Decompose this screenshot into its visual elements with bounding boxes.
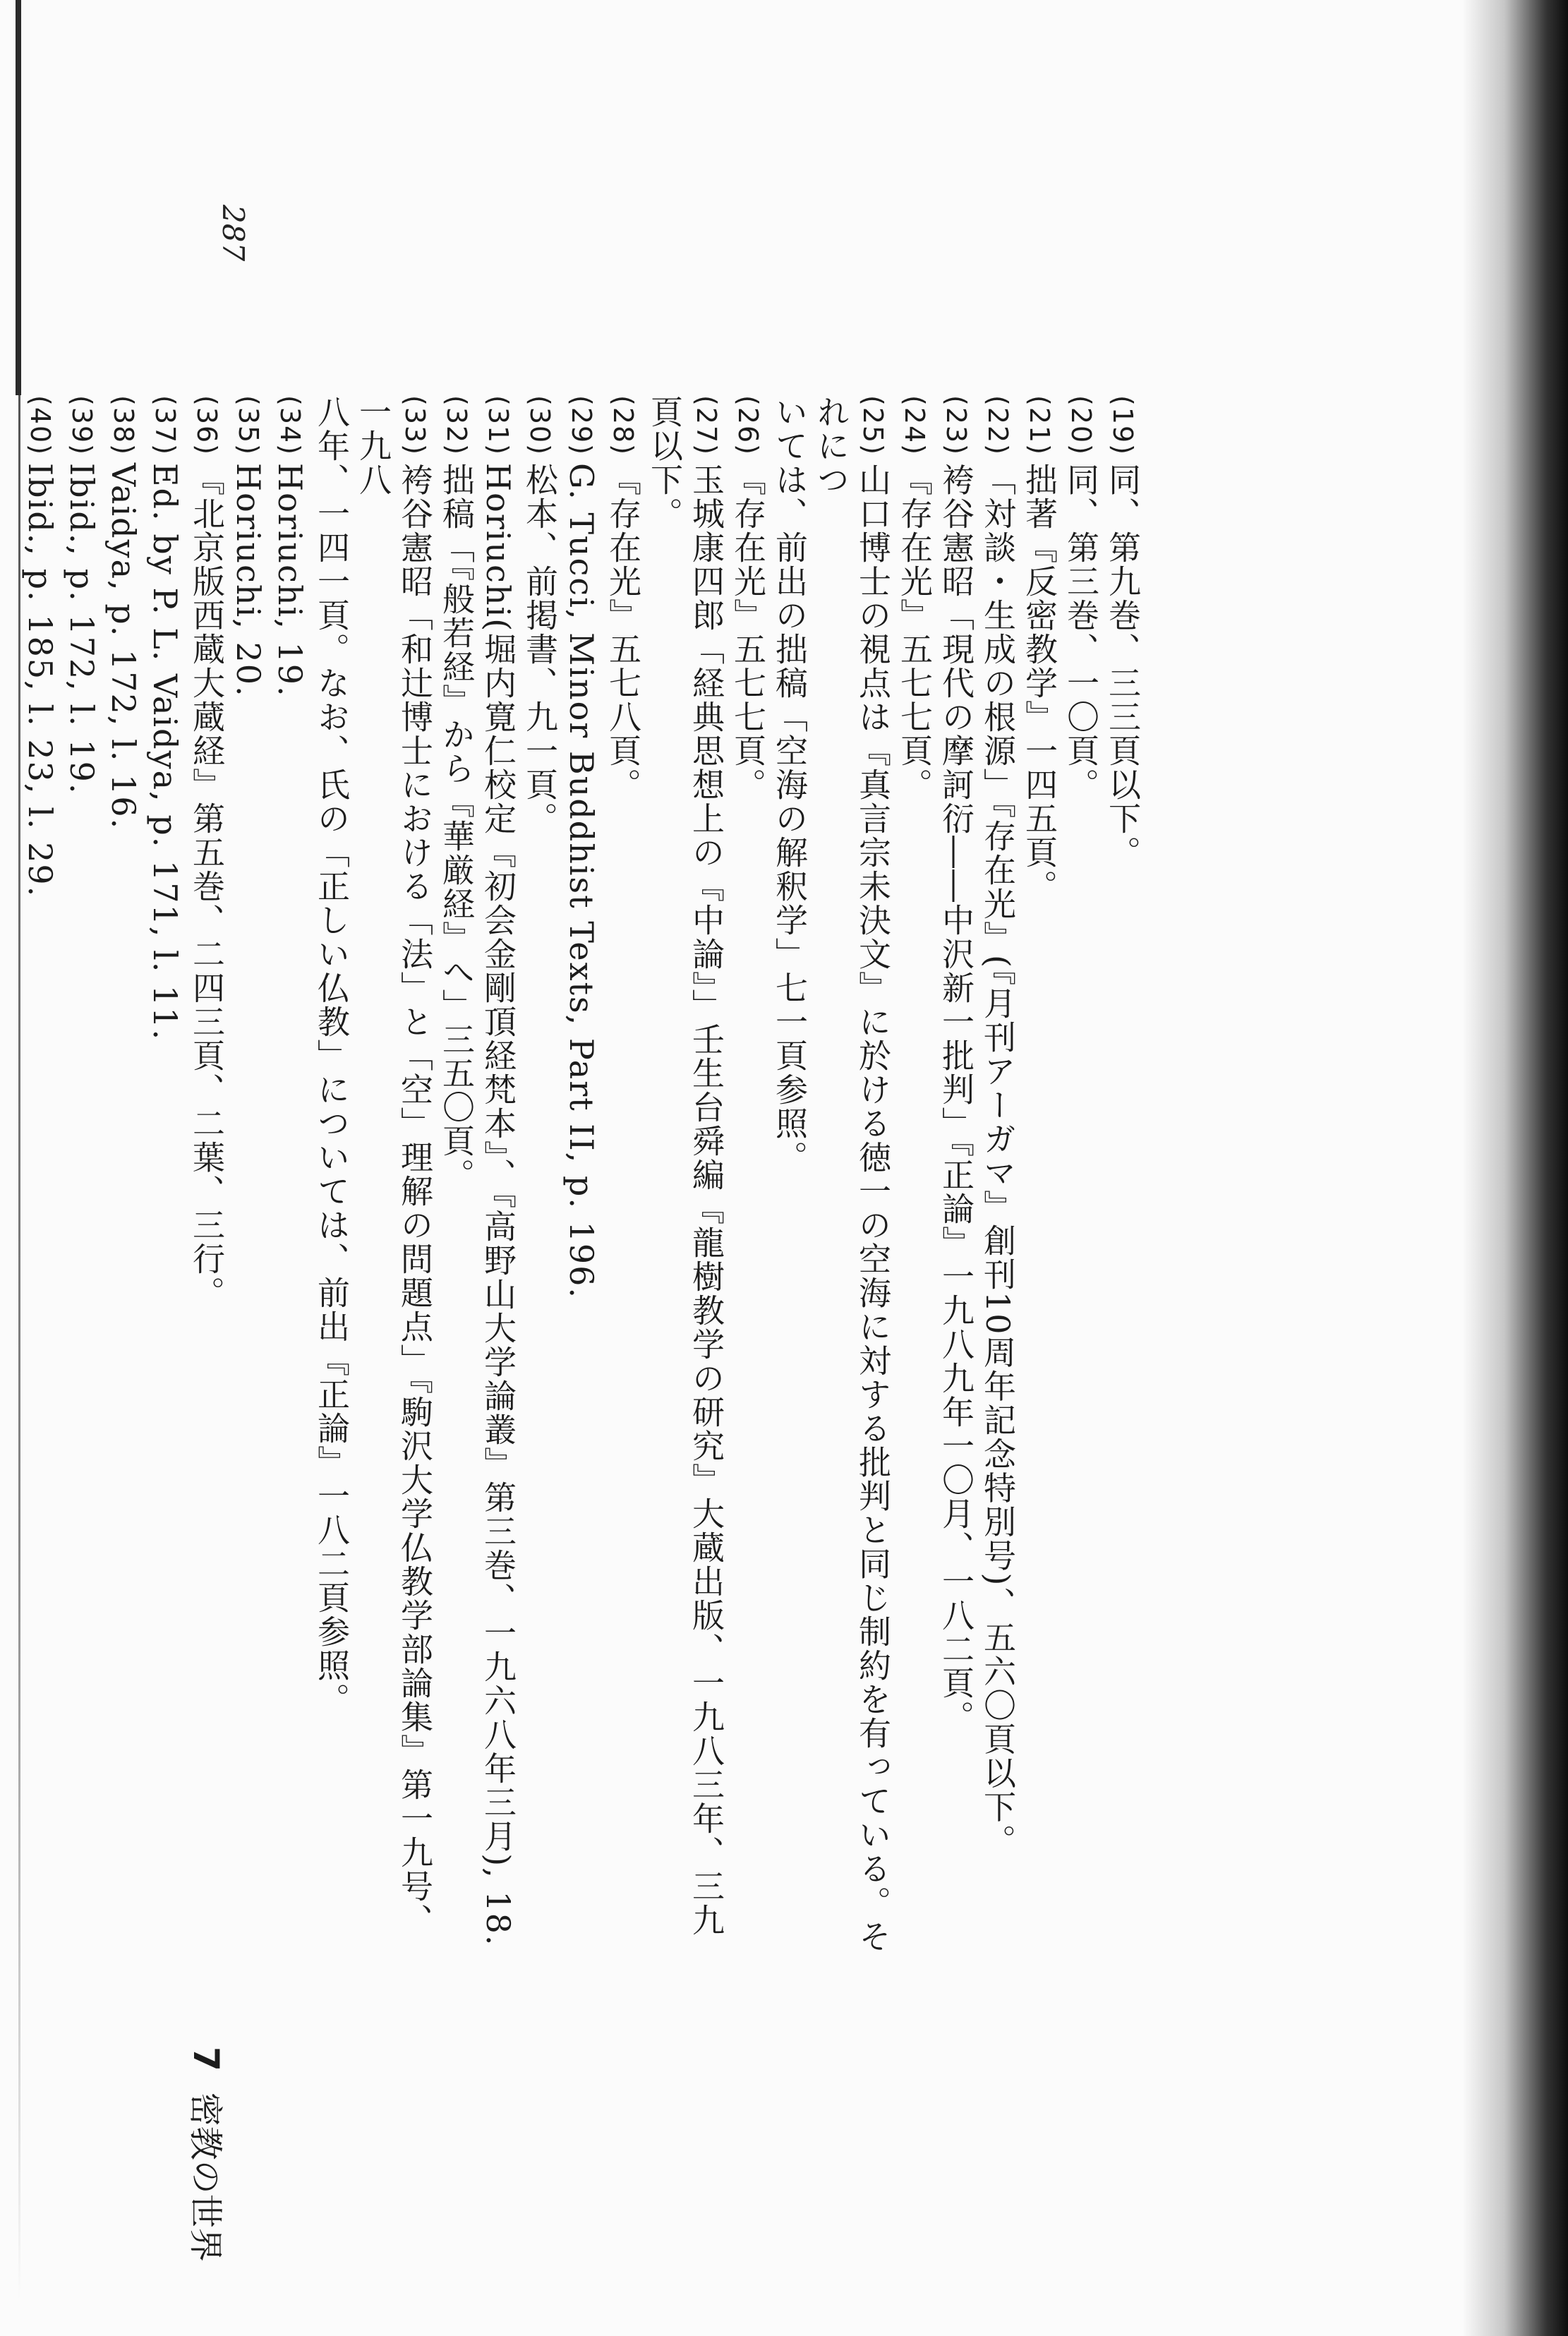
endnote-text: 「対談・生成の根源」『存在光』(『月刊アーガマ』創刊10周年記念特別号)、五六〇頁以下。 xyxy=(979,463,1017,1858)
endnote-text: Vaidya, p. 172, l. 16. xyxy=(104,463,143,831)
endnote xyxy=(19,395,61,1962)
endnote-number: (21) xyxy=(1024,395,1055,457)
endnote xyxy=(61,395,102,1962)
endnote-number: (32) xyxy=(441,395,472,457)
endnote-text: Horiuchi, 19. xyxy=(271,463,309,698)
endnote-text: 同、第三巻、一〇頁。 xyxy=(1062,463,1100,802)
scan-edge-left xyxy=(16,0,21,395)
endnote-text: 『北京版西蔵大蔵経』第五巻、二四三頁、二葉、三行。 xyxy=(188,463,226,1311)
running-footer xyxy=(184,2047,233,2262)
endnote xyxy=(935,395,977,1962)
chapter-number: 7 xyxy=(186,2047,227,2071)
endnote xyxy=(435,395,477,1962)
endnote-text: 山口博士の視点は『真言宗未決文』に於ける徳一の空海に対する批判と同じ制約を有っている。それにつ xyxy=(812,395,892,1954)
endnote-text: 『存在光』五七七頁。 xyxy=(729,463,767,802)
endnote-text: 袴谷憲昭「現代の摩訶衍――中沢新一批判」『正論』一九八九年一〇月、一八二頁。 xyxy=(937,463,975,1735)
endnote-continuation: いては、前出の拙稿「空海の解釈学」七一頁参照。 xyxy=(771,395,809,1174)
endnote xyxy=(227,395,269,1962)
endnotes-block xyxy=(21,395,1143,1962)
endnote-text: 『存在光』五七七頁。 xyxy=(895,463,934,802)
page-number: 287 xyxy=(216,205,251,262)
endnote-number: (23) xyxy=(941,395,972,457)
endnote-text: Ibid., p. 172, l. 19. xyxy=(63,463,101,795)
endnote-number: (25) xyxy=(857,395,888,457)
endnote-number: (35) xyxy=(233,395,264,457)
endnote-number: (39) xyxy=(66,395,97,457)
endnote-number: (38) xyxy=(108,395,139,457)
endnote xyxy=(352,395,435,1962)
chapter-title: 密教の世界 xyxy=(186,2092,225,2262)
endnote-text: 松本、前掲書、九一頁。 xyxy=(521,463,559,836)
endnote-text: G. Tucci, Minor Buddhist Texts, Part II, p. 196. xyxy=(562,463,601,1299)
endnote xyxy=(186,395,227,1962)
endnote xyxy=(560,395,602,1962)
endnote-number: (36) xyxy=(191,395,222,457)
endnote xyxy=(144,395,186,1962)
endnote xyxy=(977,395,1018,1962)
endnote-number: (28) xyxy=(608,395,639,457)
endnote xyxy=(727,395,768,1962)
endnote-number: (34) xyxy=(275,395,306,457)
endnote-text: Ibid., p. 185, l. 23, l. 29. xyxy=(21,463,59,898)
endnote xyxy=(519,395,560,1962)
endnote-text: Horiuchi(堀内寛仁校定『初会金剛頂経梵本』、『高野山大学論叢』第三巻、一九六八年三月), 18. xyxy=(479,463,517,1947)
endnote xyxy=(893,395,935,1962)
endnote-text: 拙著『反密教学』一四五頁。 xyxy=(1020,463,1059,904)
endnote xyxy=(269,395,310,1962)
endnote-text: 玉城康四郎「経典思想上の『中論』」壬生台舜編『龍樹教学の研究』大蔵出版、一九八三年、三九頁以下。 xyxy=(646,395,725,1938)
endnote xyxy=(602,395,644,1962)
endnote-text: Ed. by P. L. Vaidya, p. 171, l. 11. xyxy=(146,463,184,1042)
endnote xyxy=(1060,395,1102,1962)
endnote-number: (31) xyxy=(483,395,514,457)
endnote-number: (30) xyxy=(524,395,555,457)
endnote-number: (20) xyxy=(1066,395,1097,457)
endnotes-list xyxy=(21,395,1143,1962)
endnote-number: (40) xyxy=(25,395,56,457)
endnote-number: (33) xyxy=(399,395,430,457)
endnote-number: (24) xyxy=(899,395,930,457)
endnote-number: (27) xyxy=(691,395,722,457)
endnote-number: (37) xyxy=(150,395,181,457)
endnote-number: (22) xyxy=(982,395,1013,457)
endnote-text: Horiuchi, 20. xyxy=(229,463,267,698)
endnote xyxy=(477,395,519,1962)
endnote-number: (19) xyxy=(1107,395,1138,457)
endnote xyxy=(644,395,727,1962)
endnote-text: 『存在光』五七八頁。 xyxy=(604,463,642,802)
scan-shadow-right xyxy=(1462,0,1568,2336)
endnote-text: 袴谷憲昭「和辻博士における「法」と「空」理解の問題点」『駒沢大学仏教学部論集』第一九号、一九八 xyxy=(354,395,434,1938)
endnote-continuation: 八年、一四一頁。なお、氏の「正しい仏教」については、前出『正論』一八二頁参照。 xyxy=(313,395,351,1716)
endnote-number: (26) xyxy=(732,395,764,457)
endnote xyxy=(102,395,144,1962)
endnote xyxy=(810,395,893,1962)
endnote xyxy=(1018,395,1060,1962)
endnote xyxy=(1102,395,1143,1962)
endnote-text: 同、第九巻、三三頁以下。 xyxy=(1104,463,1142,870)
endnote-number: (29) xyxy=(566,395,597,457)
endnote-text: 拙稿「『般若経』から『華厳経』へ」三五〇頁。 xyxy=(438,463,476,1193)
